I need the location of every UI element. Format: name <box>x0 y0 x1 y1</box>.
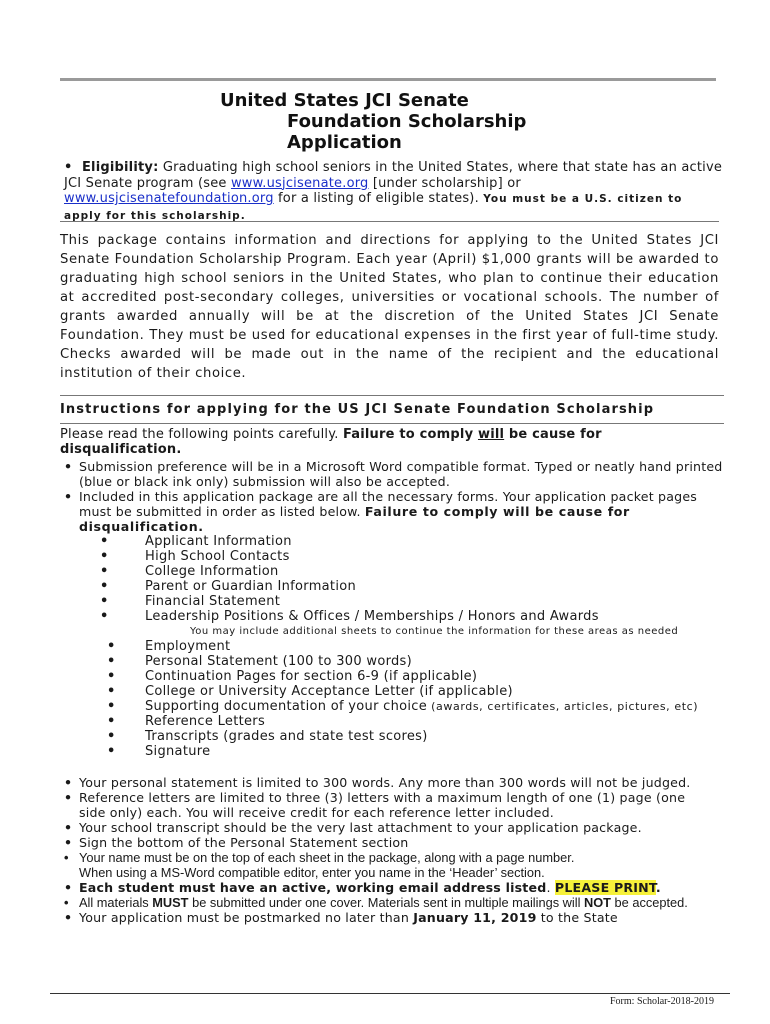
rule-email-end: . <box>655 880 661 895</box>
form-item: Personal Statement (100 to 300 words) <box>145 654 412 669</box>
list-item <box>60 489 724 534</box>
please-print-highlight: PLEASE PRINT <box>554 880 656 895</box>
list-item <box>60 850 700 880</box>
instructions-heading: Instructions for applying for the US JCI Senate Foundation Scholarship <box>60 402 655 417</box>
title-line-3: Application <box>287 132 402 153</box>
instructions-intro <box>60 427 720 457</box>
footer-divider <box>50 993 730 994</box>
eligibility-text-2: [under scholarship] or <box>368 175 521 191</box>
intro-text: Please read the following points carefully. <box>60 427 343 442</box>
form-footer: Form: Scholar-2018-2019 <box>610 996 714 1007</box>
rule-one-cover-not: NOT <box>583 895 611 910</box>
list-item <box>60 910 700 925</box>
top-divider <box>60 78 716 81</box>
instructions-bottom-divider <box>60 423 724 424</box>
list-item <box>60 790 700 820</box>
instructions-top-divider <box>60 395 724 396</box>
rule-email-dot: . <box>546 880 555 895</box>
form-item: Signature <box>145 744 211 759</box>
intro-bold-1: Failure to comply <box>342 427 478 442</box>
bullet-format: Submission preference will be in a Microsoft Word compatible format. Typed or neatly hand printed (blue or black ink only) submission will also be accepted. <box>79 459 723 489</box>
submission-bullets <box>60 459 724 534</box>
rule-reference-letters: Reference letters are limited to three (3) letters with a maximum length of one (1) page (one side only) each. You will receive credit for each reference letter included. <box>79 790 686 820</box>
eligibility-label: Eligibility: <box>81 160 159 175</box>
rules-list <box>60 775 700 925</box>
rule-word-limit: Your personal statement is limited to 300 words. Any more than 300 words will not be judged. <box>79 775 691 790</box>
form-item: Employment <box>145 639 231 654</box>
form-item: Reference Letters <box>145 714 266 729</box>
senate-link[interactable]: www.usjcisenate.org <box>230 175 369 191</box>
form-item: Continuation Pages for section 6-9 (if applicable) <box>145 669 478 684</box>
bullet-forms-bold: Failure to comply will be cause for disqualification. <box>79 504 630 534</box>
rule-email: Each student must have an active, working email address listed <box>79 880 547 895</box>
citizenship-requirement: You must be a U.S. citizen to apply for this scholarship. <box>64 193 683 222</box>
bullet-forms-text: Included in this application package are all the necessary forms. Your application packet pages must be submitted in order as listed below. <box>79 489 698 519</box>
form-item: College or University Acceptance Letter (if applicable) <box>145 684 513 699</box>
rule-one-cover-a: All materials <box>79 895 153 910</box>
additional-sheets-note: You may include additional sheets to continue the information for these areas as needed <box>190 626 679 637</box>
list-item <box>60 835 700 850</box>
foundation-link[interactable]: www.usjcisenatefoundation.org <box>64 191 274 206</box>
title-line-1: United States JCI Senate <box>220 90 469 111</box>
list-item <box>60 895 700 910</box>
rule-one-cover-must: MUST <box>152 895 189 910</box>
eligibility-divider <box>60 221 719 222</box>
form-item: College Information <box>145 564 279 579</box>
rule-one-cover-e: be accepted. <box>611 895 688 910</box>
page-title <box>220 90 526 153</box>
list-item <box>60 459 724 489</box>
form-item: High School Contacts <box>145 549 290 564</box>
rule-sign: Sign the bottom of the Personal Statement section <box>79 835 409 850</box>
rule-deadline-date: January 11, 2019 <box>413 910 537 925</box>
eligibility-text-1: Graduating high school seniors in the United States, where that state has an active JCI Senate program (see <box>64 160 723 191</box>
rule-transcript: Your school transcript should be the very last attachment to your application package. <box>79 820 642 835</box>
rule-name-header-1: Your name must be on the top of each sheet in the package, along with a page number. <box>79 850 575 865</box>
rule-deadline-a: Your application must be postmarked no later than <box>79 910 414 925</box>
list-item <box>60 775 700 790</box>
intro-will: will <box>477 427 505 442</box>
eligibility-text-3: for a listing of eligible states). <box>273 191 484 206</box>
rule-one-cover-c: be submitted under one cover. Materials sent in multiple mailings will <box>188 895 584 910</box>
eligibility-section: • Eligibility: Graduating high school seniors in the United States, where that state has an active JCI Senate program (see www.usjcisenate.org [under scholarship] or www.usjcisenatefoundation.org for a listing of eligible states). You must be a U.S. citizen to apply for this scholarship. <box>64 160 723 222</box>
form-item: Financial Statement <box>145 594 281 609</box>
form-item: Applicant Information <box>145 534 292 549</box>
form-item: Supporting documentation of your choice <box>145 699 428 714</box>
intro-bold-2: be cause for disqualification. <box>60 427 602 457</box>
intro-paragraph: This package contains information and directions for applying to the United States JCI Senate Foundation Scholarship Program. Each year (April) $1,000 grants will be awarded to graduating high school seniors in the United States, who plan to continue their education at accredited post-secondary colleges, universities or vocational schools. The number of grants awarded annually will be at the discretion of the United States JCI Senate Foundation. They must be used for educational expenses in the first year of full-time study. Checks awarded will be made out in the name of the recipient and the educational institution of their choice. <box>60 233 719 381</box>
form-item: Transcripts (grades and state test scores) <box>145 729 428 744</box>
list-item <box>60 880 700 895</box>
form-item: Leadership Positions & Offices / Memberships / Honors and Awards <box>145 609 599 624</box>
list-item <box>60 820 700 835</box>
rule-deadline-c: to the State <box>536 910 618 925</box>
supporting-note: (awards, certificates, articles, pictures, etc) <box>427 700 699 713</box>
title-line-2: Foundation Scholarship <box>287 111 527 132</box>
rule-name-header-2: When using a MS-Word compatible editor, enter you name in the ‘Header’ section. <box>79 865 545 880</box>
form-item: Parent or Guardian Information <box>145 579 357 594</box>
